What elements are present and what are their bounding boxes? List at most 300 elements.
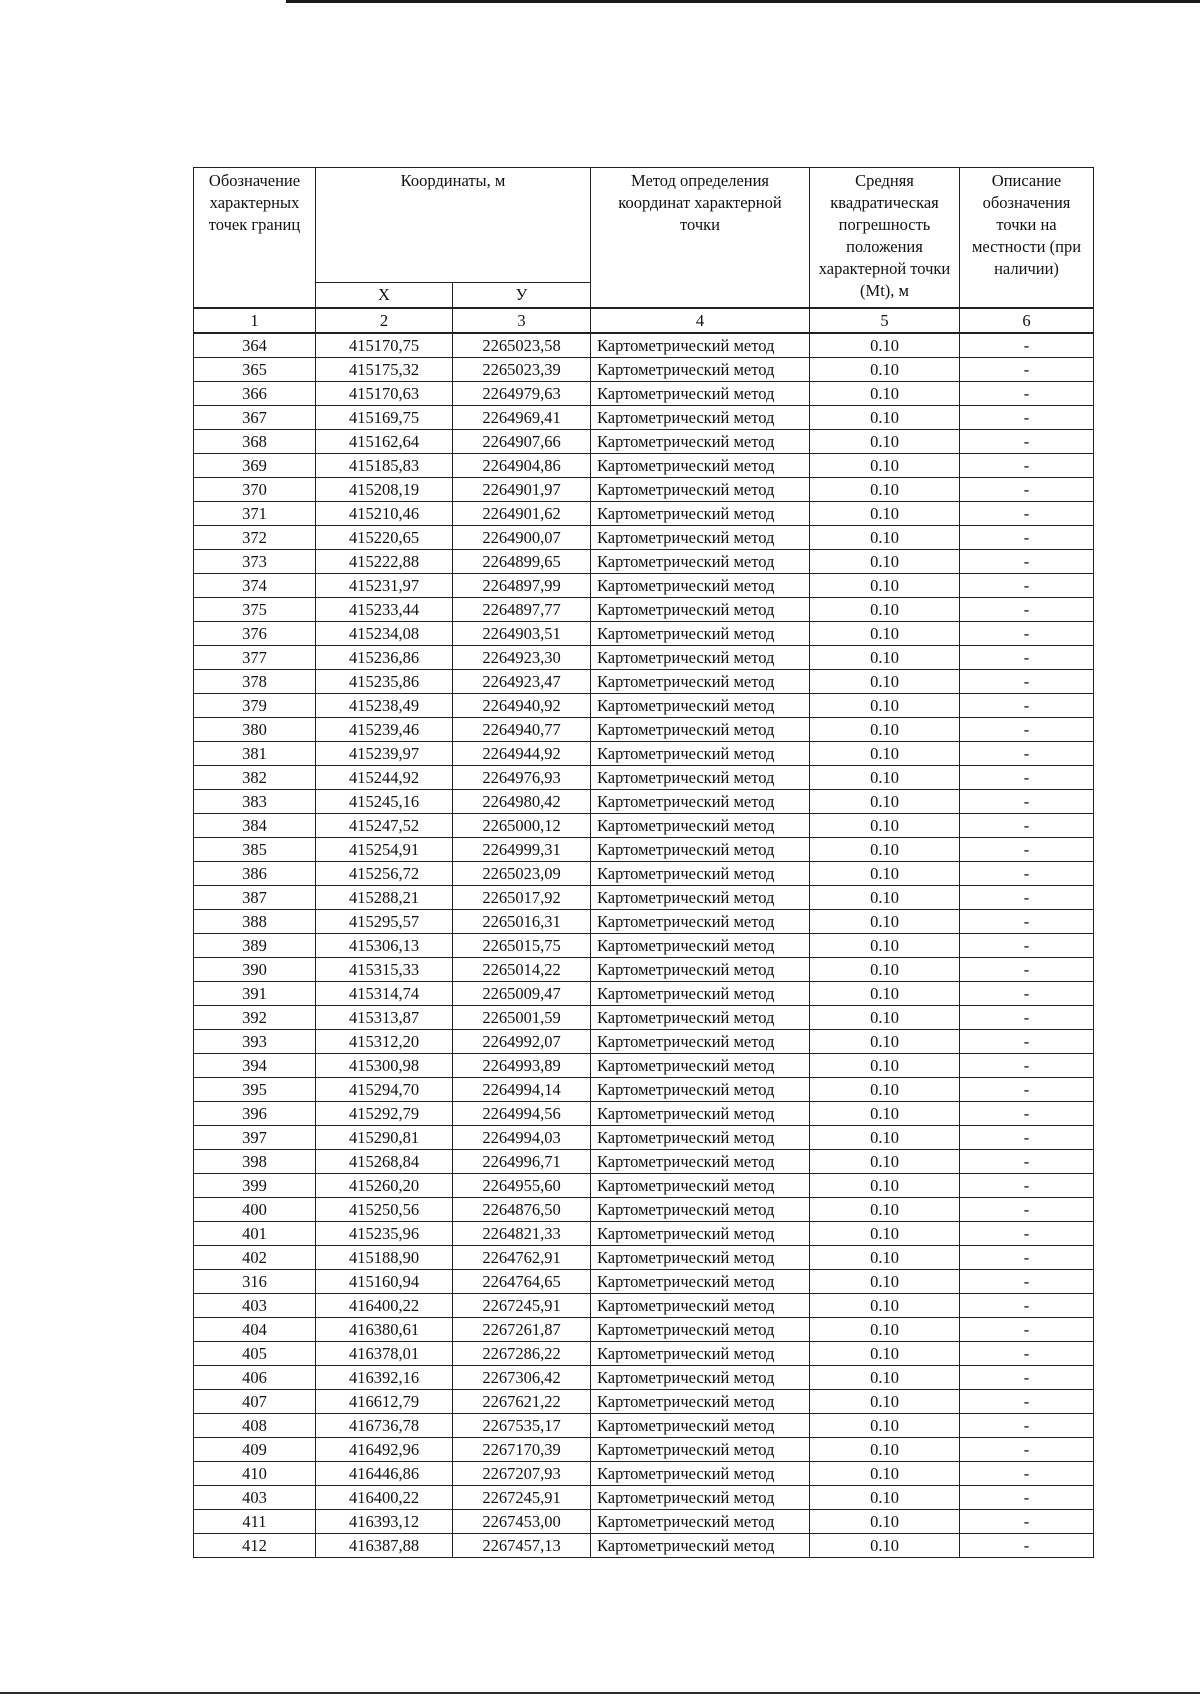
method-cell: Картометрический метод [591, 598, 810, 622]
column-number: 2 [316, 308, 453, 333]
y-coordinate-cell: 2264903,51 [453, 622, 591, 646]
mean-error-cell: 0.10 [810, 430, 960, 454]
table-row [194, 694, 1094, 718]
method-cell: Картометрический метод [591, 718, 810, 742]
y-coordinate-cell: 2264901,97 [453, 478, 591, 502]
x-coordinate-cell: 415231,97 [316, 574, 453, 598]
table-row [194, 1126, 1094, 1150]
y-coordinate-cell: 2267535,17 [453, 1414, 591, 1438]
mean-error-cell: 0.10 [810, 454, 960, 478]
method-cell: Картометрический метод [591, 1150, 810, 1174]
table-row [194, 1102, 1094, 1126]
description-cell: - [960, 526, 1094, 550]
y-coordinate-cell: 2264907,66 [453, 430, 591, 454]
x-coordinate-cell: 415268,84 [316, 1150, 453, 1174]
point-id-cell: 411 [194, 1510, 316, 1534]
method-cell: Картометрический метод [591, 1030, 810, 1054]
x-coordinate-cell: 416380,61 [316, 1318, 453, 1342]
table-row [194, 646, 1094, 670]
y-coordinate-cell: 2264976,93 [453, 766, 591, 790]
description-cell: - [960, 958, 1094, 982]
table-row [194, 886, 1094, 910]
description-cell: - [960, 1366, 1094, 1390]
point-id-cell: 373 [194, 550, 316, 574]
method-cell: Картометрический метод [591, 1390, 810, 1414]
column-number: 3 [453, 308, 591, 333]
y-coordinate-cell: 2264999,31 [453, 838, 591, 862]
table-row [194, 1510, 1094, 1534]
mean-error-cell: 0.10 [810, 1198, 960, 1222]
y-coordinate-cell: 2265023,39 [453, 358, 591, 382]
x-coordinate-cell: 415236,86 [316, 646, 453, 670]
point-id-cell: 401 [194, 1222, 316, 1246]
method-cell: Картометрический метод [591, 1126, 810, 1150]
method-cell: Картометрический метод [591, 1318, 810, 1342]
point-id-cell: 372 [194, 526, 316, 550]
y-coordinate-cell: 2264955,60 [453, 1174, 591, 1198]
table-row [194, 814, 1094, 838]
description-cell: - [960, 1438, 1094, 1462]
header-method: Метод определения координат характерной точки [591, 168, 810, 309]
table-row [194, 526, 1094, 550]
y-coordinate-cell: 2264923,47 [453, 670, 591, 694]
x-coordinate-cell: 415288,21 [316, 886, 453, 910]
mean-error-cell: 0.10 [810, 766, 960, 790]
mean-error-cell: 0.10 [810, 1438, 960, 1462]
y-coordinate-cell: 2267170,39 [453, 1438, 591, 1462]
description-cell: - [960, 382, 1094, 406]
point-id-cell: 408 [194, 1414, 316, 1438]
x-coordinate-cell: 415292,79 [316, 1102, 453, 1126]
y-coordinate-cell: 2264994,03 [453, 1126, 591, 1150]
point-id-cell: 382 [194, 766, 316, 790]
table-row [194, 454, 1094, 478]
mean-error-cell: 0.10 [810, 574, 960, 598]
x-coordinate-cell: 415312,20 [316, 1030, 453, 1054]
x-coordinate-cell: 415247,52 [316, 814, 453, 838]
point-id-cell: 398 [194, 1150, 316, 1174]
method-cell: Картометрический метод [591, 1054, 810, 1078]
x-coordinate-cell: 415315,33 [316, 958, 453, 982]
mean-error-cell: 0.10 [810, 1030, 960, 1054]
table-row [194, 1366, 1094, 1390]
y-coordinate-cell: 2265009,47 [453, 982, 591, 1006]
y-coordinate-cell: 2264876,50 [453, 1198, 591, 1222]
y-coordinate-cell: 2264980,42 [453, 790, 591, 814]
description-cell: - [960, 718, 1094, 742]
x-coordinate-cell: 416612,79 [316, 1390, 453, 1414]
description-cell: - [960, 1294, 1094, 1318]
point-id-cell: 409 [194, 1438, 316, 1462]
y-coordinate-cell: 2264762,91 [453, 1246, 591, 1270]
mean-error-cell: 0.10 [810, 1414, 960, 1438]
y-coordinate-cell: 2265015,75 [453, 934, 591, 958]
table-row [194, 1534, 1094, 1558]
y-coordinate-cell: 2267207,93 [453, 1462, 591, 1486]
table-row [194, 430, 1094, 454]
x-coordinate-cell: 415175,32 [316, 358, 453, 382]
point-id-cell: 397 [194, 1126, 316, 1150]
description-cell: - [960, 358, 1094, 382]
table-row [194, 333, 1094, 358]
point-id-cell: 402 [194, 1246, 316, 1270]
x-coordinate-cell: 415170,75 [316, 333, 453, 358]
table-row [194, 766, 1094, 790]
description-cell: - [960, 1198, 1094, 1222]
table-body [194, 333, 1094, 1558]
description-cell: - [960, 1222, 1094, 1246]
method-cell: Картометрический метод [591, 1414, 810, 1438]
point-id-cell: 379 [194, 694, 316, 718]
method-cell: Картометрический метод [591, 694, 810, 718]
point-id-cell: 403 [194, 1486, 316, 1510]
method-cell: Картометрический метод [591, 478, 810, 502]
x-coordinate-cell: 416736,78 [316, 1414, 453, 1438]
x-coordinate-cell: 415256,72 [316, 862, 453, 886]
table-row [194, 838, 1094, 862]
method-cell: Картометрический метод [591, 646, 810, 670]
method-cell: Картометрический метод [591, 333, 810, 358]
mean-error-cell: 0.10 [810, 1150, 960, 1174]
method-cell: Картометрический метод [591, 862, 810, 886]
x-coordinate-cell: 415160,94 [316, 1270, 453, 1294]
mean-error-cell: 0.10 [810, 910, 960, 934]
x-coordinate-cell: 415235,96 [316, 1222, 453, 1246]
point-id-cell: 381 [194, 742, 316, 766]
x-coordinate-cell: 415314,74 [316, 982, 453, 1006]
table-row [194, 1246, 1094, 1270]
table-row [194, 1030, 1094, 1054]
method-cell: Картометрический метод [591, 550, 810, 574]
method-cell: Картометрический метод [591, 358, 810, 382]
method-cell: Картометрический метод [591, 838, 810, 862]
description-cell: - [960, 1510, 1094, 1534]
table-row [194, 1078, 1094, 1102]
description-cell: - [960, 1414, 1094, 1438]
point-id-cell: 368 [194, 430, 316, 454]
y-coordinate-cell: 2264940,92 [453, 694, 591, 718]
description-cell: - [960, 622, 1094, 646]
method-cell: Картометрический метод [591, 1078, 810, 1102]
point-id-cell: 396 [194, 1102, 316, 1126]
point-id-cell: 369 [194, 454, 316, 478]
table-row [194, 1174, 1094, 1198]
point-id-cell: 407 [194, 1390, 316, 1414]
y-coordinate-cell: 2264923,30 [453, 646, 591, 670]
x-coordinate-cell: 415233,44 [316, 598, 453, 622]
mean-error-cell: 0.10 [810, 622, 960, 646]
description-cell: - [960, 814, 1094, 838]
header-coordinates: Координаты, м [316, 168, 591, 283]
mean-error-cell: 0.10 [810, 886, 960, 910]
mean-error-cell: 0.10 [810, 1534, 960, 1558]
x-coordinate-cell: 416492,96 [316, 1438, 453, 1462]
method-cell: Картометрический метод [591, 406, 810, 430]
description-cell: - [960, 1534, 1094, 1558]
table-row [194, 1006, 1094, 1030]
point-id-cell: 386 [194, 862, 316, 886]
table-row [194, 550, 1094, 574]
method-cell: Картометрический метод [591, 454, 810, 478]
point-id-cell: 399 [194, 1174, 316, 1198]
method-cell: Картометрический метод [591, 1366, 810, 1390]
description-cell: - [960, 694, 1094, 718]
y-coordinate-cell: 2265014,22 [453, 958, 591, 982]
y-coordinate-cell: 2264994,56 [453, 1102, 591, 1126]
method-cell: Картометрический метод [591, 1462, 810, 1486]
method-cell: Картометрический метод [591, 430, 810, 454]
point-id-cell: 400 [194, 1198, 316, 1222]
point-id-cell: 410 [194, 1462, 316, 1486]
table-row [194, 1054, 1094, 1078]
y-coordinate-cell: 2264900,07 [453, 526, 591, 550]
description-cell: - [960, 478, 1094, 502]
description-cell: - [960, 1006, 1094, 1030]
mean-error-cell: 0.10 [810, 646, 960, 670]
mean-error-cell: 0.10 [810, 862, 960, 886]
mean-error-cell: 0.10 [810, 718, 960, 742]
description-cell: - [960, 598, 1094, 622]
description-cell: - [960, 646, 1094, 670]
x-coordinate-cell: 415222,88 [316, 550, 453, 574]
bottom-scan-edge [0, 1692, 1200, 1694]
description-cell: - [960, 1270, 1094, 1294]
mean-error-cell: 0.10 [810, 1054, 960, 1078]
y-coordinate-cell: 2267306,42 [453, 1366, 591, 1390]
table-row [194, 478, 1094, 502]
method-cell: Картометрический метод [591, 814, 810, 838]
mean-error-cell: 0.10 [810, 1510, 960, 1534]
column-number: 1 [194, 308, 316, 333]
y-coordinate-cell: 2265023,58 [453, 333, 591, 358]
x-coordinate-cell: 415295,57 [316, 910, 453, 934]
x-coordinate-cell: 416393,12 [316, 1510, 453, 1534]
point-id-cell: 370 [194, 478, 316, 502]
mean-error-cell: 0.10 [810, 838, 960, 862]
method-cell: Картометрический метод [591, 790, 810, 814]
x-coordinate-cell: 415260,20 [316, 1174, 453, 1198]
method-cell: Картометрический метод [591, 502, 810, 526]
column-numbers-row [194, 308, 1094, 333]
y-coordinate-cell: 2267457,13 [453, 1534, 591, 1558]
y-coordinate-cell: 2267453,00 [453, 1510, 591, 1534]
y-coordinate-cell: 2264994,14 [453, 1078, 591, 1102]
y-coordinate-cell: 2264821,33 [453, 1222, 591, 1246]
y-coordinate-cell: 2264940,77 [453, 718, 591, 742]
mean-error-cell: 0.10 [810, 1390, 960, 1414]
x-coordinate-cell: 415290,81 [316, 1126, 453, 1150]
mean-error-cell: 0.10 [810, 406, 960, 430]
method-cell: Картометрический метод [591, 1006, 810, 1030]
point-id-cell: 405 [194, 1342, 316, 1366]
mean-error-cell: 0.10 [810, 982, 960, 1006]
table-row [194, 1462, 1094, 1486]
description-cell: - [960, 910, 1094, 934]
mean-error-cell: 0.10 [810, 550, 960, 574]
table-row [194, 910, 1094, 934]
method-cell: Картометрический метод [591, 382, 810, 406]
point-id-cell: 365 [194, 358, 316, 382]
mean-error-cell: 0.10 [810, 502, 960, 526]
x-coordinate-cell: 415254,91 [316, 838, 453, 862]
mean-error-cell: 0.10 [810, 694, 960, 718]
mean-error-cell: 0.10 [810, 333, 960, 358]
description-cell: - [960, 1486, 1094, 1510]
mean-error-cell: 0.10 [810, 742, 960, 766]
point-id-cell: 378 [194, 670, 316, 694]
mean-error-cell: 0.10 [810, 1462, 960, 1486]
y-coordinate-cell: 2264897,77 [453, 598, 591, 622]
mean-error-cell: 0.10 [810, 1078, 960, 1102]
description-cell: - [960, 574, 1094, 598]
method-cell: Картометрический метод [591, 742, 810, 766]
description-cell: - [960, 550, 1094, 574]
mean-error-cell: 0.10 [810, 1318, 960, 1342]
y-coordinate-cell: 2265001,59 [453, 1006, 591, 1030]
mean-error-cell: 0.10 [810, 1270, 960, 1294]
table-row [194, 1390, 1094, 1414]
point-id-cell: 387 [194, 886, 316, 910]
header-y: У [453, 283, 591, 309]
y-coordinate-cell: 2267245,91 [453, 1294, 591, 1318]
point-id-cell: 404 [194, 1318, 316, 1342]
point-id-cell: 385 [194, 838, 316, 862]
method-cell: Картометрический метод [591, 886, 810, 910]
column-number: 6 [960, 308, 1094, 333]
x-coordinate-cell: 415185,83 [316, 454, 453, 478]
description-cell: - [960, 406, 1094, 430]
y-coordinate-cell: 2267261,87 [453, 1318, 591, 1342]
y-coordinate-cell: 2264944,92 [453, 742, 591, 766]
x-coordinate-cell: 415188,90 [316, 1246, 453, 1270]
method-cell: Картометрический метод [591, 1342, 810, 1366]
table-row [194, 502, 1094, 526]
x-coordinate-cell: 415170,63 [316, 382, 453, 406]
x-coordinate-cell: 416446,86 [316, 1462, 453, 1486]
mean-error-cell: 0.10 [810, 1486, 960, 1510]
point-id-cell: 384 [194, 814, 316, 838]
column-number: 5 [810, 308, 960, 333]
mean-error-cell: 0.10 [810, 1366, 960, 1390]
description-cell: - [960, 1078, 1094, 1102]
mean-error-cell: 0.10 [810, 1102, 960, 1126]
description-cell: - [960, 1030, 1094, 1054]
description-cell: - [960, 670, 1094, 694]
x-coordinate-cell: 415250,56 [316, 1198, 453, 1222]
description-cell: - [960, 1342, 1094, 1366]
table-row [194, 1198, 1094, 1222]
y-coordinate-cell: 2264897,99 [453, 574, 591, 598]
point-id-cell: 412 [194, 1534, 316, 1558]
description-cell: - [960, 1174, 1094, 1198]
mean-error-cell: 0.10 [810, 382, 960, 406]
y-coordinate-cell: 2264901,62 [453, 502, 591, 526]
y-coordinate-cell: 2267286,22 [453, 1342, 591, 1366]
table-row [194, 934, 1094, 958]
description-cell: - [960, 1318, 1094, 1342]
method-cell: Картометрический метод [591, 1198, 810, 1222]
method-cell: Картометрический метод [591, 1438, 810, 1462]
table-row [194, 1294, 1094, 1318]
y-coordinate-cell: 2264764,65 [453, 1270, 591, 1294]
x-coordinate-cell: 415245,16 [316, 790, 453, 814]
description-cell: - [960, 766, 1094, 790]
x-coordinate-cell: 415239,46 [316, 718, 453, 742]
mean-error-cell: 0.10 [810, 790, 960, 814]
x-coordinate-cell: 416378,01 [316, 1342, 453, 1366]
description-cell: - [960, 1102, 1094, 1126]
y-coordinate-cell: 2264993,89 [453, 1054, 591, 1078]
table-row [194, 1270, 1094, 1294]
description-cell: - [960, 886, 1094, 910]
x-coordinate-cell: 416400,22 [316, 1486, 453, 1510]
header-point-designation: Обозначение характерных точек границ [194, 168, 316, 309]
x-coordinate-cell: 415234,08 [316, 622, 453, 646]
point-id-cell: 406 [194, 1366, 316, 1390]
table-row [194, 670, 1094, 694]
mean-error-cell: 0.10 [810, 1342, 960, 1366]
y-coordinate-cell: 2264899,65 [453, 550, 591, 574]
y-coordinate-cell: 2264996,71 [453, 1150, 591, 1174]
table-row [194, 718, 1094, 742]
method-cell: Картометрический метод [591, 1510, 810, 1534]
method-cell: Картометрический метод [591, 1246, 810, 1270]
point-id-cell: 377 [194, 646, 316, 670]
point-id-cell: 374 [194, 574, 316, 598]
column-number: 4 [591, 308, 810, 333]
y-coordinate-cell: 2267245,91 [453, 1486, 591, 1510]
method-cell: Картометрический метод [591, 766, 810, 790]
mean-error-cell: 0.10 [810, 814, 960, 838]
point-id-cell: 403 [194, 1294, 316, 1318]
point-id-cell: 392 [194, 1006, 316, 1030]
point-id-cell: 395 [194, 1078, 316, 1102]
mean-error-cell: 0.10 [810, 934, 960, 958]
description-cell: - [960, 333, 1094, 358]
top-scan-edge [286, 0, 1200, 3]
table-row [194, 1342, 1094, 1366]
point-id-cell: 388 [194, 910, 316, 934]
y-coordinate-cell: 2265017,92 [453, 886, 591, 910]
method-cell: Картометрический метод [591, 958, 810, 982]
description-cell: - [960, 430, 1094, 454]
x-coordinate-cell: 415300,98 [316, 1054, 453, 1078]
method-cell: Картометрический метод [591, 1102, 810, 1126]
method-cell: Картометрический метод [591, 982, 810, 1006]
table-row [194, 982, 1094, 1006]
method-cell: Картометрический метод [591, 1174, 810, 1198]
mean-error-cell: 0.10 [810, 958, 960, 982]
header-mean-error: Средняя квадратическая погрешность положения характерной точки (Mt), м [810, 168, 960, 309]
table-row [194, 598, 1094, 622]
y-coordinate-cell: 2264904,86 [453, 454, 591, 478]
table-row [194, 742, 1094, 766]
point-id-cell: 380 [194, 718, 316, 742]
description-cell: - [960, 742, 1094, 766]
description-cell: - [960, 1246, 1094, 1270]
mean-error-cell: 0.10 [810, 670, 960, 694]
table-row [194, 1318, 1094, 1342]
y-coordinate-cell: 2265016,31 [453, 910, 591, 934]
y-coordinate-cell: 2265000,12 [453, 814, 591, 838]
mean-error-cell: 0.10 [810, 1246, 960, 1270]
description-cell: - [960, 862, 1094, 886]
mean-error-cell: 0.10 [810, 526, 960, 550]
table-row [194, 406, 1094, 430]
point-id-cell: 364 [194, 333, 316, 358]
description-cell: - [960, 838, 1094, 862]
header-x: X [316, 283, 453, 309]
